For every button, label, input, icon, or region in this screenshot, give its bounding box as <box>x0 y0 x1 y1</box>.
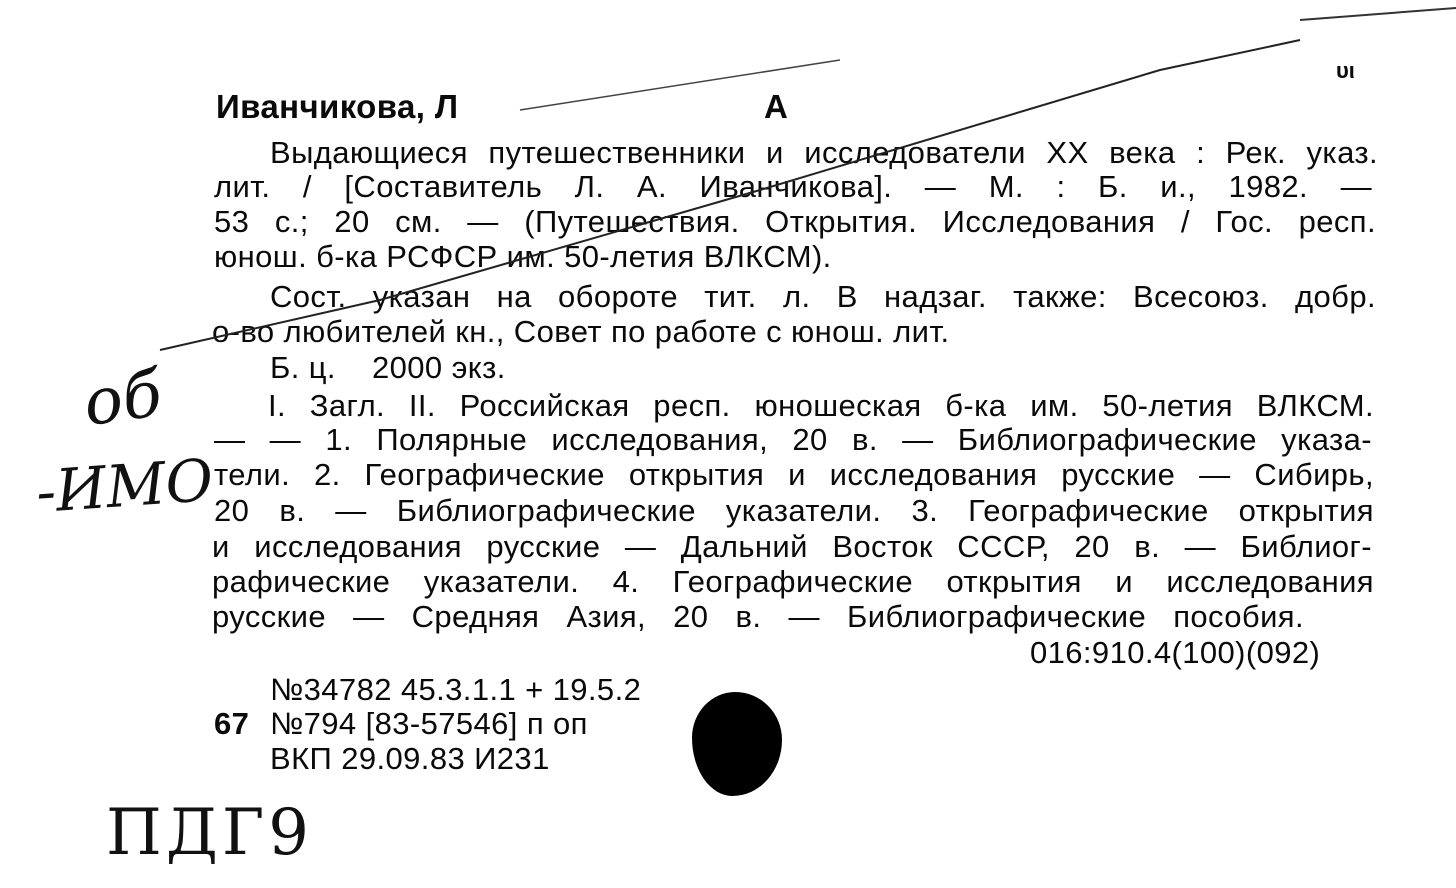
tracing-line-6: рафические указатели. 4. Географические открытия и исследования <box>212 564 1374 599</box>
tracing-line-1: I. Загл. II. Российская респ. юношеская б-ка им. 50-летия ВЛКСМ. <box>268 388 1374 423</box>
tracing-line-5: и исследования русские — Дальний Восток СССР, 20 в. — Библиог- <box>212 529 1372 564</box>
udc-index: 016:910.4(100)(092) <box>1030 635 1321 670</box>
description-line-3: 53 с.; 20 см. — (Путешествия. Открытия. Исследования / Гос. респ. <box>214 204 1376 239</box>
tracing-line-4: 20 в. — Библиографические указатели. 3. Географические открытия <box>214 493 1374 528</box>
tracing-line-2: — — 1. Полярные исследования, 20 в. — Библиографические указа- <box>214 422 1372 457</box>
tracing-line-3: тели. 2. Географические открытия и исследования русские — Сибирь, <box>214 457 1374 492</box>
author-initial: А <box>764 88 789 125</box>
corner-mark: υι <box>1336 58 1355 83</box>
footer-line-3: ВКП 29.09.83 И231 <box>270 741 550 776</box>
description-line-2: лит. / [Составитель Л. А. Иванчикова]. — М. : Б. и., 1982. — <box>214 169 1372 204</box>
footer-line-1: №34782 45.3.1.1 + 19.5.2 <box>270 672 642 707</box>
notes-line-1: Сост. указан на обороте тит. л. В надзаг. также: Всесоюз. добр. <box>270 279 1376 314</box>
price-line: Б. ц. 2000 экз. <box>270 350 506 385</box>
handwritten-shelf-mark: ПДГ9 <box>106 796 313 870</box>
author-heading: Иванчикова, Л <box>216 88 459 125</box>
description-line-4: юнош. б-ка РСФСР им. 50-летия ВЛКСМ). <box>214 239 832 274</box>
description-line-1: Выдающиеся путешественники и исследователи XX века : Рек. указ. <box>270 135 1378 170</box>
handwritten-mark-top: об <box>79 356 167 442</box>
footer-line-2: №794 [83-57546] п оп <box>270 706 588 741</box>
handwritten-mark-middle: -ИМО <box>33 445 216 527</box>
notes-line-2: о-во любителей кн., Совет по работе с юнош. лит. <box>212 314 950 349</box>
tracing-line-7: русские — Средняя Азия, 20 в. — Библиографические пособия. <box>212 599 1304 634</box>
footer-number-prefix: 67 <box>214 706 250 741</box>
